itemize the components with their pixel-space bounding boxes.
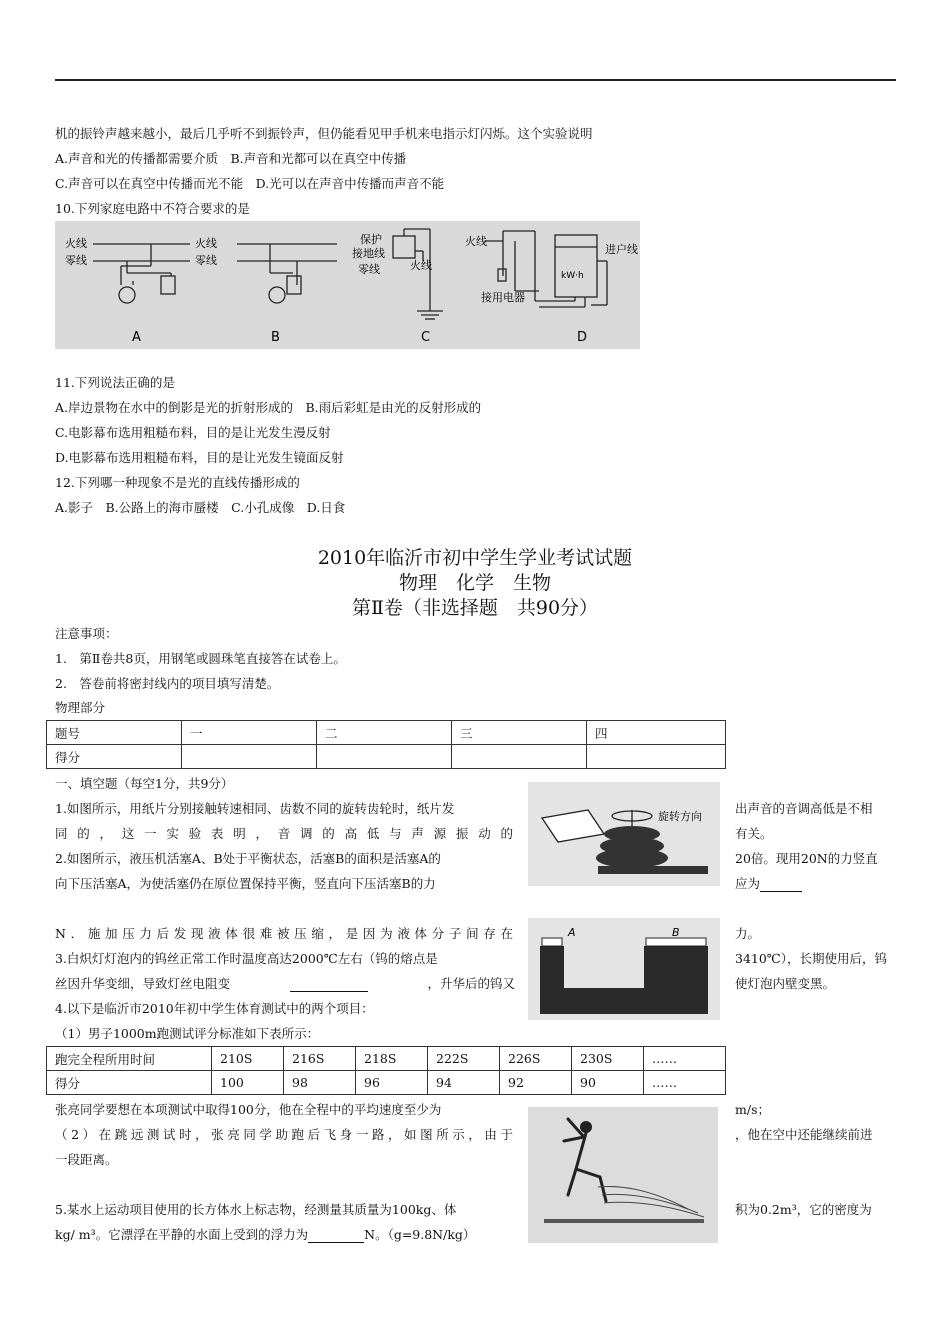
q3-right-1: 3410℃），长期使用后，钨: [735, 951, 888, 966]
run-cell: 216S: [284, 1047, 356, 1071]
run-cell: 92: [500, 1071, 572, 1095]
q2-line-2: 向下压活塞A，为使活塞仍在原位置保持平衡，竖直向下压活塞B的力: [55, 876, 436, 891]
notice-heading: 注意事项：: [55, 626, 118, 641]
label-circuit-c: C: [421, 330, 431, 345]
run-cell: ……: [644, 1047, 726, 1071]
run-cell: 得分: [47, 1071, 212, 1095]
run-cell: 98: [284, 1071, 356, 1095]
score-table-row: [47, 745, 726, 769]
gear-direction-label: 旋转方向: [658, 810, 702, 823]
label-huoxian-c: 火线: [410, 259, 432, 272]
gear-figure: [528, 782, 720, 886]
q2-line-1: 2.如图所示，液压机活塞A、B处于平衡状态，活塞B的面积是活塞A的: [55, 851, 441, 866]
q2-answer-blank[interactable]: [760, 891, 802, 892]
q10-stem: 10.下列家庭电路中不符合要求的是: [55, 201, 250, 216]
run-cell: 100: [212, 1071, 284, 1095]
run-cell: 222S: [428, 1047, 500, 1071]
label-jieyong: 接用电器: [481, 291, 525, 304]
score-cell: 一: [182, 721, 317, 745]
score-table: [46, 720, 726, 769]
q4-right-3: ，他在空中还能继续前进: [735, 1127, 873, 1142]
run-cell: 210S: [212, 1047, 284, 1071]
q1-line-2: 同的，这一实验表明，音调的高低与声源振动的: [55, 826, 513, 841]
q5-line-2: [55, 1227, 475, 1243]
q2-right-2-text: 应为: [735, 876, 761, 891]
piston-b-label: B: [672, 926, 680, 939]
label-jinhuxian: 进户线: [605, 243, 638, 256]
q1-line-1: 1.如图所示，用纸片分别接触转速相同、齿数不同的旋转齿轮时，纸片发: [55, 801, 455, 816]
piston-a-label: A: [568, 926, 576, 939]
q11-option-c: C.电影幕布选用粗糙布料，目的是让光发生漫反射: [55, 425, 331, 440]
q11-stem: 11.下列说法正确的是: [55, 375, 175, 390]
score-cell: 二: [317, 721, 452, 745]
long-jump-figure-svg: [528, 1107, 718, 1243]
exam-part-title: 第Ⅱ卷（非选择题 共90分）: [351, 597, 599, 619]
score-cell: 得分: [47, 745, 182, 769]
run-table-row: [47, 1071, 726, 1095]
label-huoxian-d: 火线: [465, 235, 487, 248]
label-lingxian-b: 零线: [195, 254, 217, 267]
label-baohu: 保护: [360, 233, 382, 246]
label-circuit-a: A: [132, 330, 141, 345]
label-kwh: kW·h: [561, 271, 584, 281]
run-cell: 230S: [572, 1047, 644, 1071]
circuit-figure: [55, 221, 640, 349]
label-jiediixian: 接地线: [352, 247, 385, 260]
q5-line-1: 5.某水上运动项目使用的长方体水上标志物，经测量其质量为100kg、体: [55, 1202, 457, 1217]
score-input-cell[interactable]: [452, 745, 587, 769]
label-lingxian-a: 零线: [65, 254, 87, 267]
q9-options-cd: C.声音可以在真空中传播而光不能 D.光可以在声音中传播而声音不能: [55, 176, 445, 191]
q4-line-4: 一段距离。: [55, 1152, 118, 1167]
q5-line-2-a: kg/ m³。它漂浮在平静的水面上受到的浮力为: [55, 1227, 309, 1242]
q3-right-2: 使灯泡内壁变黑。: [735, 976, 836, 991]
q2-right-3: 力。: [735, 926, 761, 941]
q9-stem: 机的振铃声越来越小，最后几乎听不到振铃声，但仍能看见甲手机来电指示灯闪烁。这个实验说明: [55, 126, 593, 141]
label-circuit-b: B: [271, 330, 280, 345]
label-huoxian-a: 火线: [65, 237, 87, 250]
q5-right-1: 积为0.2m³，它的密度为: [735, 1202, 872, 1217]
q1-right-1: 出声音的音调高低是不相: [735, 801, 873, 816]
run-cell: 90: [572, 1071, 644, 1095]
q3-line-1: 3.白炽灯灯泡内的钨丝正常工作时温度高达2000℃左右（钨的熔点是: [55, 951, 438, 966]
q5-answer-blank[interactable]: [308, 1242, 364, 1243]
q3-line-2-a: 丝因升华变细，导致灯丝电阻变: [55, 976, 231, 991]
notice-item-1: 1. 第Ⅱ卷共8页，用钢笔或圆珠笔直接答在试卷上。: [55, 651, 346, 666]
q9-options-ab: A.声音和光的传播都需要介质 B.声音和光都可以在真空中传播: [55, 151, 407, 166]
q3-line-2-b: ，升华后的钨又: [427, 976, 515, 991]
score-input-cell[interactable]: [587, 745, 726, 769]
run-cell: 218S: [356, 1047, 428, 1071]
label-lingxian-c: 零线: [358, 263, 380, 276]
q12-stem: 12.下列哪一种现象不是光的直线传播形成的: [55, 475, 300, 490]
physics-section-label: 物理部分: [55, 700, 106, 715]
exam-title: 2010年临沂市初中学生学业考试试题: [317, 547, 633, 569]
circuit-figure-svg: [55, 221, 640, 349]
q11-options-ab: A.岸边景物在水中的倒影是光的折射形成的 B.雨后彩虹是由光的反射形成的: [55, 400, 482, 415]
run-cell: 96: [356, 1071, 428, 1095]
q5-line-2-b: N。（g=9.8N/kg）: [364, 1227, 476, 1242]
run-cell: ……: [644, 1071, 726, 1095]
q4-line-3: （2）在跳远测试时，张亮同学助跑后飞身一路，如图所示，由于: [55, 1127, 513, 1142]
score-input-cell[interactable]: [317, 745, 452, 769]
score-input-cell[interactable]: [182, 745, 317, 769]
q2-line-3: N．施加压力后发现液体很难被压缩，是因为液体分子间存在: [55, 926, 513, 941]
score-cell: 三: [452, 721, 587, 745]
gear-figure-svg: [528, 782, 720, 886]
notice-item-2: 2. 答卷前将密封线内的项目填写清楚。: [55, 676, 280, 691]
run-cell: 226S: [500, 1047, 572, 1071]
run-cell: 94: [428, 1071, 500, 1095]
header-rule: [55, 79, 896, 81]
q1-right-2: 有关。: [735, 826, 773, 841]
q3-line-2: [55, 976, 515, 992]
label-huoxian-b: 火线: [195, 237, 217, 250]
section-fill-heading: 一、填空题（每空1分，共9分）: [55, 776, 234, 791]
q4-sub-1: （1）男子1000m跑测试评分标准如下表所示：: [55, 1026, 320, 1041]
hydraulic-figure-svg: [528, 918, 720, 1020]
run-table-row: [47, 1047, 726, 1071]
q4-line-2: 张亮同学要想在本项测试中取得100分，他在全程中的平均速度至少为: [55, 1102, 442, 1117]
q4-line-1: 4.以下是临沂市2010年初中学生体育测试中的两个项目：: [55, 1001, 374, 1016]
exam-subjects: 物理 化学 生物: [398, 572, 551, 594]
hydraulic-figure: [528, 918, 720, 1020]
long-jump-figure: [528, 1107, 718, 1243]
q3-answer-blank[interactable]: [290, 976, 368, 992]
q11-option-d: D.电影幕布选用粗糙布料，目的是让光发生镜面反射: [55, 450, 344, 465]
score-table-row: [47, 721, 726, 745]
score-cell: 四: [587, 721, 726, 745]
q2-right-2: [735, 876, 802, 892]
run-score-table: [46, 1046, 726, 1095]
score-cell: 题号: [47, 721, 182, 745]
q4-right-2: m/s；: [735, 1102, 770, 1117]
run-cell: 跑完全程所用时间: [47, 1047, 212, 1071]
q2-right-1: 20倍。现用20N的力竖直: [735, 851, 878, 866]
q12-options: A.影子 B.公路上的海市蜃楼 C.小孔成像 D.日食: [55, 500, 346, 515]
label-circuit-d: D: [577, 330, 588, 345]
